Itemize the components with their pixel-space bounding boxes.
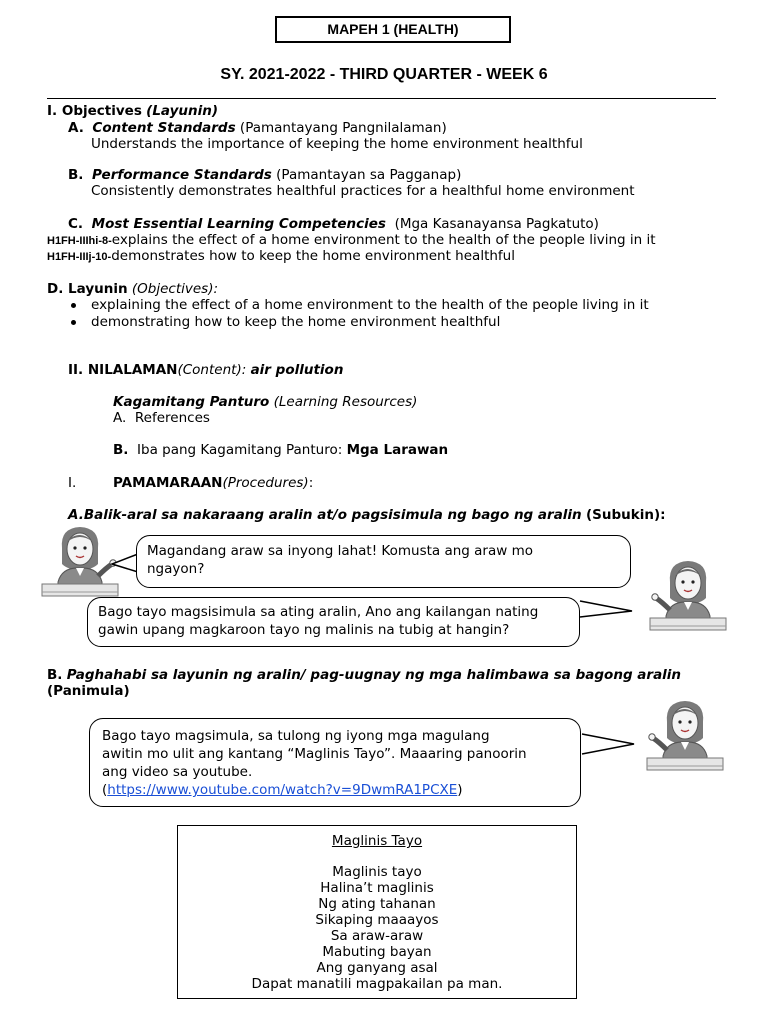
song-line: Ng ating tahanan (318, 896, 436, 912)
procedures-heading: PAMAMARAAN(Procedures): (113, 475, 314, 491)
speech-bubble-greeting: Magandang araw sa inyong lahat! Komusta ang araw mo ngayon? (136, 535, 631, 588)
song-line: Dapat manatili magpakailan pa man. (251, 976, 503, 992)
song-line: Halina’t maglinis (320, 880, 434, 896)
competency-1: H1FH-IIIhi-8-explains the effect of a home environment to the health of the people living in it (47, 232, 656, 248)
song-title: Maglinis Tayo (331, 833, 423, 849)
subject-box: MAPEH 1 (HEALTH) (275, 16, 511, 43)
procedures-roman: I. (68, 475, 77, 491)
content-standards-text: Understands the importance of keeping the home environment healthful (91, 136, 583, 152)
song-line: Sa araw-araw (330, 928, 424, 944)
layunin-item-1: explaining the effect of a home environment to the health of the people living in it (91, 297, 649, 313)
layunin-heading: D. Layunin (Objectives): (47, 281, 219, 297)
teacher-figure-1 (40, 522, 120, 600)
bullet (71, 320, 76, 325)
speech-bubble-song-instruction: Bago tayo magsimula, sa tulong ng iyong mga magulang awitin mo ulit ang kantang “Maglinis Tayo”. Maaaring panoorin ang video sa youtube. (https://www.youtube.com/watch?v=9DwmRA1PCXE) (89, 718, 581, 807)
song-line: Sikaping maaayos (315, 912, 439, 928)
page-title: SY. 2021-2022 - THIRD QUARTER - WEEK 6 (220, 66, 548, 83)
title-divider (47, 98, 716, 99)
bullet (71, 303, 76, 308)
song-line: Maglinis tayo (332, 864, 422, 880)
bubble-3-tail (578, 730, 638, 760)
speech-bubble-question: Bago tayo magsisimula sa ating aralin, Ano ang kailangan nating gawin upang magkaroon tayo ng malinis na tubig at hangin? (87, 597, 580, 647)
content-standards-heading: A. Content Standards (Pamantayang Pangnilalaman) (68, 120, 447, 136)
other-resources-item: B. Iba pang Kagamitang Panturo: Mga Larawan (113, 442, 449, 458)
panimula-heading: B. Paghahabi sa layunin ng aralin/ pag-uugnay ng mga halimbawa sa bagong aralin (47, 667, 682, 683)
balik-aral-heading: A.Balik-aral sa nakaraang aralin at/o pagsisimula ng bago ng aralin (Subukin): (68, 507, 666, 523)
song-line: Mabuting bayan (322, 944, 432, 960)
song-line: Ang ganyang asal (316, 960, 438, 976)
bubble-2-tail (576, 595, 636, 625)
content-heading: II. NILALAMAN(Content): air pollution (68, 362, 344, 378)
resources-heading: Kagamitang Panturo (Learning Resources) (113, 394, 418, 410)
teacher-figure-3 (645, 696, 725, 774)
performance-standards-text: Consistently demonstrates healthful practices for a healthful home environment (91, 183, 635, 199)
references-item: A. References (113, 410, 210, 426)
competencies-heading: C. Most Essential Learning Competencies (Mga Kasanayansa Pagkatuto) (68, 216, 599, 232)
layunin-item-2: demonstrating how to keep the home environment healthful (91, 314, 501, 330)
panimula-tail: (Panimula) (47, 683, 130, 699)
teacher-figure-2 (648, 556, 728, 634)
objectives-heading: I. Objectives (Layunin) (47, 103, 219, 119)
performance-standards-heading: B. Performance Standards (Pamantayan sa Pagganap) (68, 167, 462, 183)
competency-2: H1FH-IIIj-10-demonstrates how to keep the home environment healthful (47, 248, 515, 264)
youtube-link[interactable]: https://www.youtube.com/watch?v=9DwmRA1PCXE (107, 782, 458, 798)
